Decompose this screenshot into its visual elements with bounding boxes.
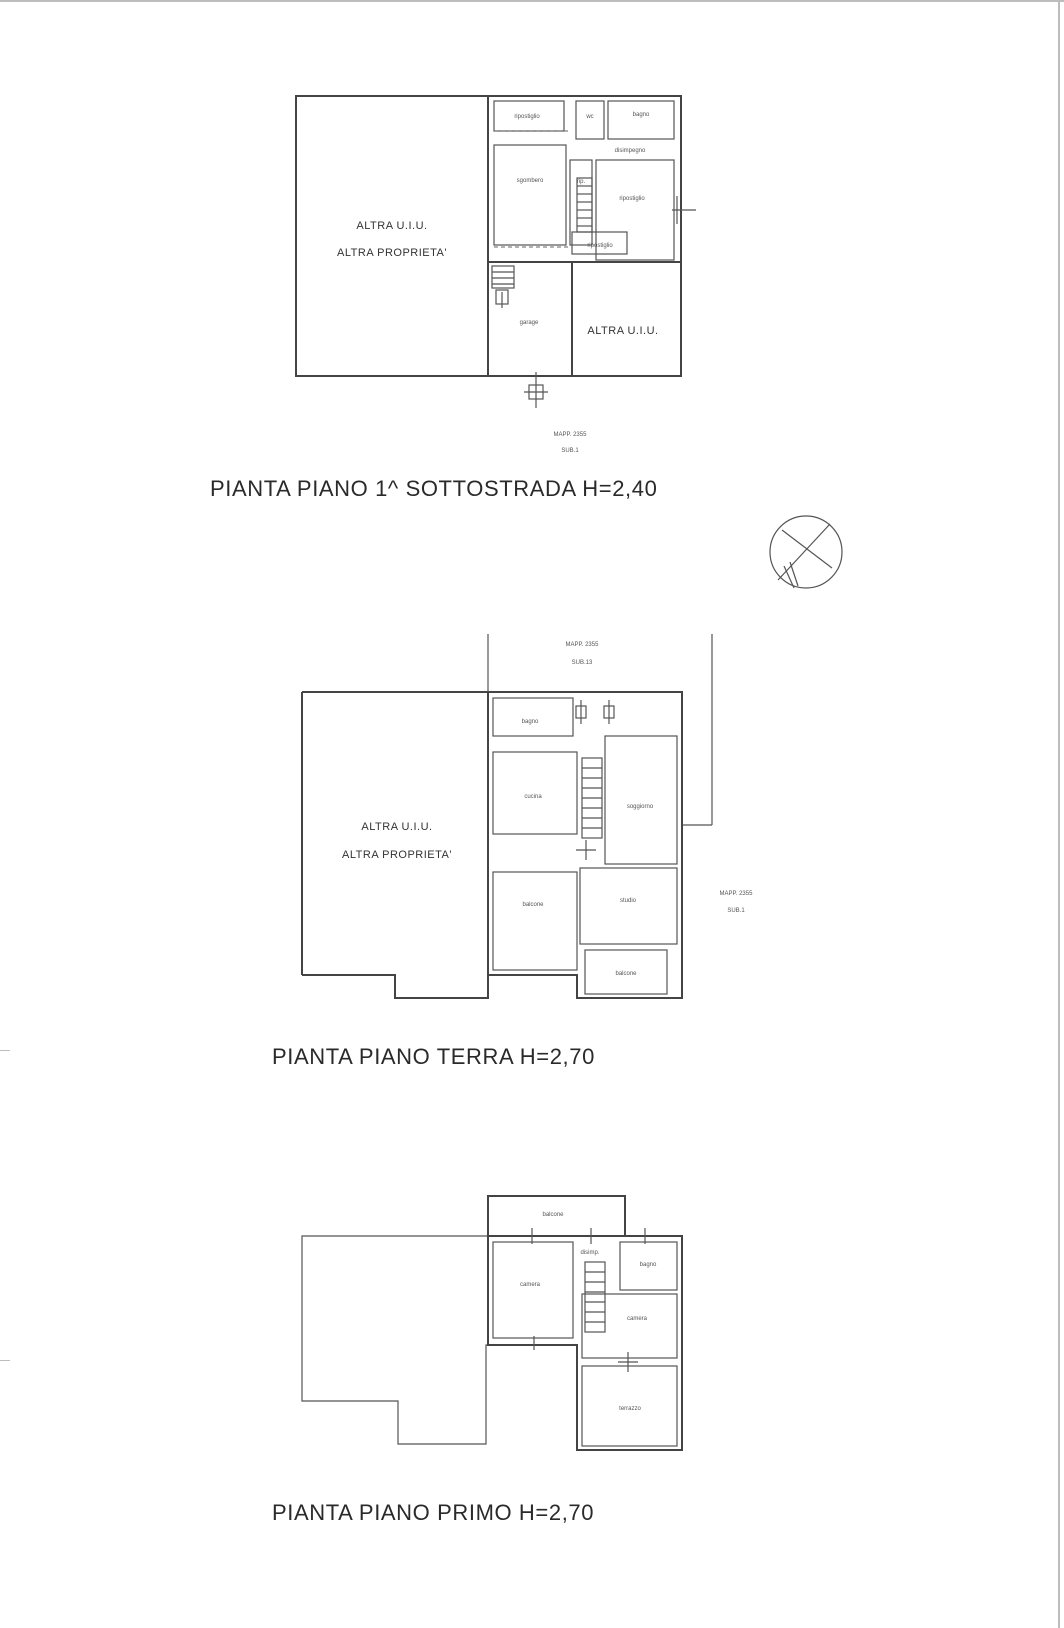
basement-other-owner-left: ALTRA PROPRIETA': [337, 247, 447, 259]
ground-label-soggiorno: soggiorno: [626, 804, 654, 810]
ground-other-unit-left: ALTRA U.I.U.: [361, 821, 433, 833]
first-label-disimp: disimp.: [580, 1250, 600, 1256]
basement-room-sgombero: [494, 145, 566, 245]
basement-label-bagno: bagno: [632, 112, 650, 118]
ground-label-balcone-bottom: balcone: [615, 971, 637, 977]
ground-stairs: [582, 758, 602, 838]
ground-other-owner-left: ALTRA PROPRIETA': [342, 849, 452, 861]
first-floor-adjacent-roof: [302, 1236, 488, 1444]
ground-floor-plan: [302, 634, 753, 998]
basement-plan: [296, 96, 696, 454]
basement-label-ripostiglio: ripostiglio: [619, 196, 645, 202]
ground-floor-plan-title: PIANTA PIANO TERRA H=2,70: [272, 1044, 595, 1069]
ground-mapp-right: MAPP. 2355: [719, 891, 753, 897]
basement-door-arrow: [496, 290, 508, 308]
ground-outline-bottom-left: [302, 975, 488, 998]
first-label-balcone: balcone: [542, 1212, 564, 1218]
first-stairs: [585, 1262, 605, 1332]
basement-other-unit-left: ALTRA U.I.U.: [356, 220, 428, 232]
ground-room-studio: [580, 868, 677, 944]
first-label-bagno: bagno: [639, 1262, 657, 1268]
ground-outline-top: [302, 692, 682, 975]
basement-window-marker: [672, 196, 696, 224]
ground-sub-right: SUB.1: [727, 908, 745, 914]
basement-mapp: MAPP. 2355: [553, 432, 587, 438]
basement-label-ripostiglio-top: ripostiglio: [514, 114, 540, 120]
basement-label-ripostiglio-bottom: ripostiglio: [587, 243, 613, 249]
first-floor-plan: [302, 1196, 682, 1450]
first-room-camera-left: [493, 1242, 573, 1338]
ground-room-soggiorno: [605, 736, 677, 864]
ground-mapp-top: MAPP. 2355: [565, 642, 599, 648]
basement-label-wc: wc: [586, 114, 594, 120]
first-label-camera-right: camera: [626, 1316, 648, 1322]
ground-room-bagno: [493, 698, 573, 736]
basement-stairs: [492, 178, 592, 288]
first-label-terrazzo: terrazzo: [619, 1406, 641, 1412]
first-label-camera-left: camera: [519, 1282, 541, 1288]
first-room-camera-right: [582, 1294, 677, 1358]
basement-room-bagno: [608, 101, 674, 139]
basement-sub: SUB.1: [561, 448, 579, 454]
basement-other-unit-right: ALTRA U.I.U.: [587, 325, 659, 337]
ground-sub-top: SUB.13: [571, 660, 593, 666]
basement-room-wc: [576, 101, 604, 139]
ground-label-bagno: bagno: [521, 719, 539, 725]
ground-room-balcone-left: [493, 872, 577, 970]
basement-label-disimpegno: disimpegno: [614, 148, 646, 154]
basement-label-garage: garage: [519, 320, 539, 326]
basement-entrance-arrow: [524, 372, 548, 408]
basement-plan-title: PIANTA PIANO 1^ SOTTOSTRADA H=2,40: [210, 476, 658, 501]
ground-label-balcone-left: balcone: [522, 902, 544, 908]
ground-label-studio: studio: [619, 898, 637, 904]
north-arrow-icon: [770, 516, 842, 588]
basement-label-rip: rip.: [576, 179, 586, 185]
ground-label-cucina: cucina: [524, 794, 542, 800]
basement-label-sgombero: sgombero: [516, 178, 544, 184]
ground-room-cucina: [493, 752, 577, 834]
first-floor-plan-title: PIANTA PIANO PRIMO H=2,70: [272, 1500, 595, 1525]
